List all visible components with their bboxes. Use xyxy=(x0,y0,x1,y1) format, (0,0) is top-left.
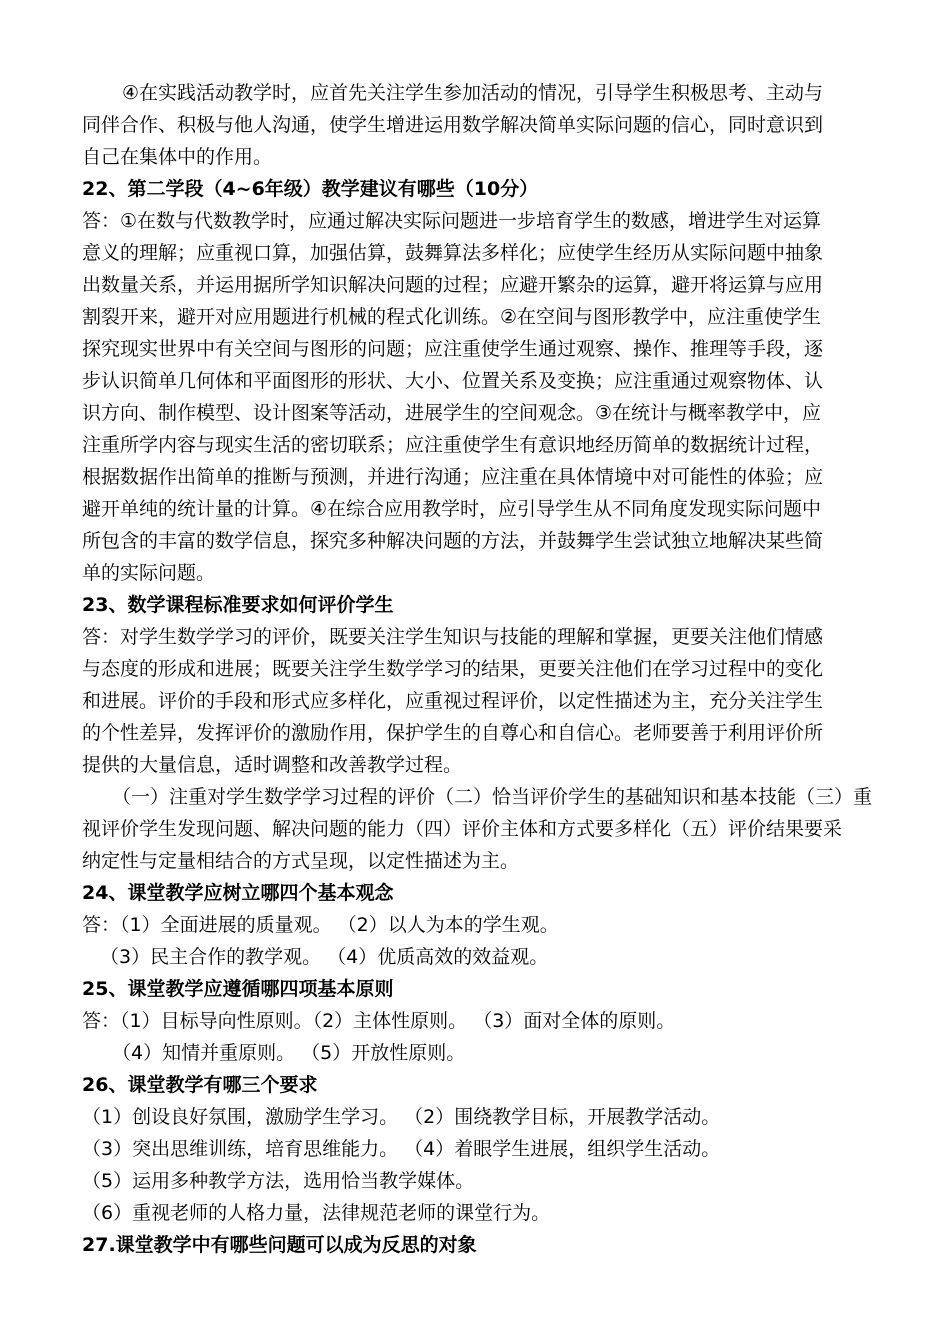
paragraph-line: 探究现实世界中有关空间与图形的问题；应注重使学生通过观察、操作、推理等手段，逐 xyxy=(82,338,824,360)
paragraph-line: 和进展。评价的手段和形式应多样化，应重视过程评价，以定性描述为主，充分关注学生 xyxy=(82,690,824,712)
paragraph-line: 根据数据作出简单的推断与预测，并进行沟通；应注重在具体情境中对可能性的体验；应 xyxy=(82,466,824,488)
paragraph-line: 的个性差异，发挥评价的激励作用，保护学生的自尊心和自信心。老师要善于利用评价所 xyxy=(82,722,824,744)
paragraph-line: 步认识简单几何体和平面图形的形状、大小、位置关系及变换；应注重通过观察物体、认 xyxy=(82,370,824,392)
question-heading-24: 24、课堂教学应树立哪四个基本观念 xyxy=(82,882,394,904)
paragraph-line: 答：①在数与代数教学时，应通过解决实际问题进一步培育学生的数感，增进学生对运算 xyxy=(82,210,822,232)
paragraph-line: 注重所学内容与现实生活的密切联系；应注重使学生有意识地经历简单的数据统计过程， xyxy=(82,434,824,456)
paragraph-line: 单的实际问题。 xyxy=(82,562,216,584)
paragraph-line: 与态度的形成和进展；既要关注学生数学学习的结果，更要关注他们在学习过程中的变化 xyxy=(82,658,824,680)
list-item: （3）突出思维训练，培育思维能力。 （4）着眼学生进展，组织学生活动。 xyxy=(82,1138,721,1160)
paragraph-line: 自己在集体中的作用。 xyxy=(82,146,273,168)
paragraph-line: 所包含的丰富的数学信息，探究多种解决问题的方法，并鼓舞学生尝试独立地解决某些简 xyxy=(82,530,824,552)
question-heading-23: 23、数学课程标准要求如何评价学生 xyxy=(82,594,394,616)
paragraph-line: 纳定性与定量相结合的方式呈现，以定性描述为主。 xyxy=(82,850,520,872)
paragraph-line: （4）知情并重原则。 （5）开放性原则。 xyxy=(112,1042,466,1064)
list-item: （5）运用多种教学方法，选用恰当教学媒体。 xyxy=(82,1170,475,1192)
paragraph-line: （一）注重对学生数学学习过程的评价（二）恰当评价学生的基础知识和基本技能（三）重 xyxy=(112,786,873,808)
paragraph-line: ④在实践活动教学时，应首先关注学生参加活动的情况，引导学生积极思考、主动与 xyxy=(122,82,824,104)
question-heading-26: 26、课堂教学有哪三个要求 xyxy=(82,1074,318,1096)
paragraph-line: 同伴合作、积极与他人沟通，使学生增进运用数学解决简单实际问题的信心，同时意识到 xyxy=(82,114,824,136)
paragraph-line: 出数量关系，并运用据所学知识解决问题的过程；应避开繁杂的运算，避开将运算与应用 xyxy=(82,274,824,296)
paragraph-line: 提供的大量信息，适时调整和改善教学过程。 xyxy=(82,754,463,776)
list-item: （1）创设良好氛围，激励学生学习。 （2）围绕教学目标，开展教学活动。 xyxy=(82,1106,721,1128)
paragraph-line: 识方向、制作模型、设计图案等活动，进展学生的空间观念。③在统计与概率教学中，应 xyxy=(82,402,822,424)
question-heading-25: 25、课堂教学应遵循哪四项基本原则 xyxy=(82,978,394,1000)
paragraph-line: 视评价学生发现问题、解决问题的能力（四）评价主体和方式要多样化（五）评价结果要采 xyxy=(82,818,843,840)
paragraph-line: 答：对学生数学学习的评价，既要关注学生知识与技能的理解和掌握，更要关注他们情感 xyxy=(82,626,824,648)
question-heading-27: 27.课堂教学中有哪些问题可以成为反思的对象 xyxy=(82,1234,477,1256)
paragraph-line: 避开单纯的统计量的计算。④在综合应用教学时，应引导学生从不同角度发现实际问题中 xyxy=(82,498,822,520)
paragraph-line: 割裂开来，避开对应用题进行机械的程式化训练。②在空间与图形教学中，应注重使学生 xyxy=(82,306,822,328)
question-heading-22: 22、第二学段（4~6年级）教学建议有哪些（10分） xyxy=(82,178,539,200)
paragraph-line: （3）民主合作的教学观。 （4）优质高效的效益观。 xyxy=(100,946,549,968)
paragraph-line: 答：（1）全面进展的质量观。 （2）以人为本的学生观。 xyxy=(82,914,559,936)
paragraph-line: 意义的理解；应重视口算，加强估算，鼓舞算法多样化；应使学生经历从实际问题中抽象 xyxy=(82,242,824,264)
paragraph-line: 答：（1）目标导向性原则。（2）主体性原则。 （3）面对全体的原则。 xyxy=(82,1010,676,1032)
list-item: （6）重视老师的人格力量，法律规范老师的课堂行为。 xyxy=(82,1202,551,1224)
